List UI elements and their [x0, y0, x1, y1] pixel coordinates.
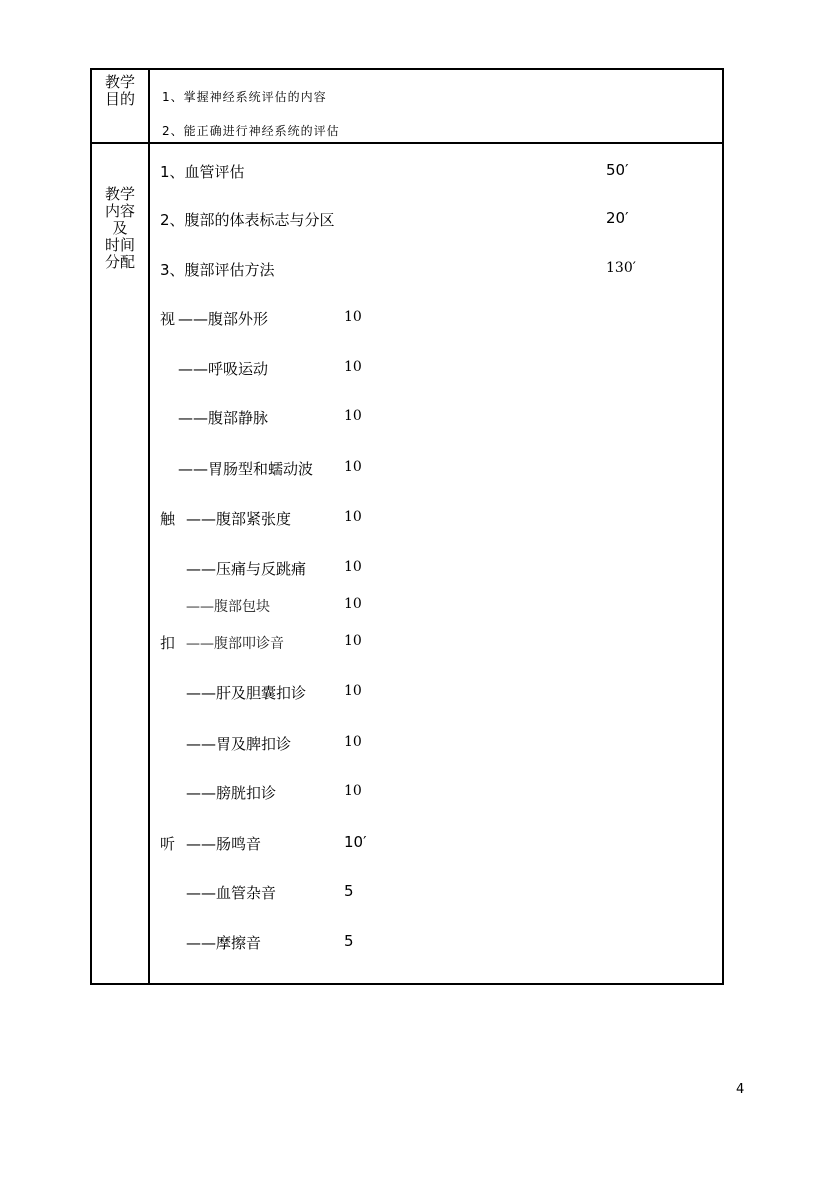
page-number: 4	[736, 1082, 745, 1097]
subitem-time: 10	[344, 734, 362, 750]
objective-label-line: 目的	[104, 90, 135, 108]
method-prefix: 听	[160, 835, 176, 853]
topic-time: 50′	[606, 161, 629, 179]
subitem-time: 10	[344, 309, 362, 325]
topic-time: 20′	[606, 209, 629, 227]
objective-item: 2、能正确进行神经系统的评估	[162, 124, 340, 138]
subitem-text: ——腹部静脉	[178, 409, 269, 427]
objective-label	[92, 74, 148, 108]
objective-label-line: 教学	[104, 73, 135, 91]
subitem-time: 10	[344, 408, 362, 424]
subitem-text: ——肠鸣音	[186, 835, 262, 853]
topic-text: 1、血管评估	[160, 163, 245, 181]
subitem-text: ——腹部紧张度	[186, 510, 292, 528]
objective-item: 1、掌握神经系统评估的内容	[162, 90, 327, 104]
subitem-text: ——胃肠型和蠕动波	[178, 460, 314, 478]
subitem-text: ——腹部外形	[178, 310, 269, 328]
row-divider	[92, 142, 722, 144]
topic-time: 130′	[606, 260, 636, 276]
content-label-line: 内容	[104, 202, 135, 220]
method-prefix: 扣	[160, 634, 176, 652]
subitem-time: 10	[344, 596, 362, 612]
content-label-line: 及	[112, 219, 128, 237]
subitem-time: 10	[344, 683, 362, 699]
content-label-line: 分配	[104, 253, 135, 271]
column-divider	[148, 70, 150, 983]
subitem-time: 5	[344, 882, 354, 900]
subitem-time: 5	[344, 932, 354, 950]
subitem-text: ——膀胱扣诊	[186, 784, 277, 802]
subitem-text: ——摩擦音	[186, 934, 262, 952]
subitem-time: 10	[344, 459, 362, 475]
subitem-text: ——腹部包块	[186, 599, 270, 615]
subitem-time: 10′	[344, 833, 367, 851]
topic-text: 2、腹部的体表标志与分区	[160, 211, 335, 229]
subitem-text: ——腹部叩诊音	[186, 636, 284, 652]
subitem-text: ——胃及脾扣诊	[186, 735, 292, 753]
lesson-table	[90, 68, 724, 985]
subitem-time: 10	[344, 509, 362, 525]
subitem-text: ——血管杂音	[186, 884, 277, 902]
subitem-time: 10	[344, 359, 362, 375]
content-label-line: 教学	[104, 185, 135, 203]
content-label-line: 时间	[104, 236, 135, 254]
content-label	[92, 186, 148, 271]
subitem-text: ——呼吸运动	[178, 360, 269, 378]
topic-text: 3、腹部评估方法	[160, 261, 275, 279]
method-prefix: 触	[160, 510, 176, 528]
subitem-time: 10	[344, 633, 362, 649]
subitem-time: 10	[344, 559, 362, 575]
method-prefix: 视	[160, 310, 176, 328]
subitem-text: ——肝及胆囊扣诊	[186, 684, 307, 702]
subitem-time: 10	[344, 783, 362, 799]
subitem-text: ——压痛与反跳痛	[186, 560, 307, 578]
